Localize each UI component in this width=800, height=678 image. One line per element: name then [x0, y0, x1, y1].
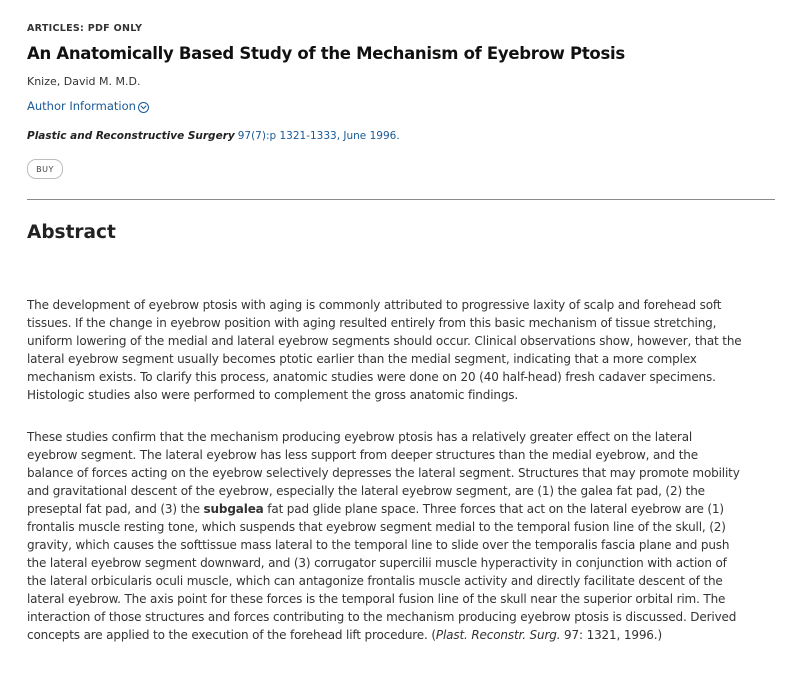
article-title: An Anatomically Based Study of the Mechanism of Eyebrow Ptosis	[27, 44, 625, 63]
abstract-heading: Abstract	[27, 222, 116, 243]
abstract-line: frontalis muscle resting tone, which suspends that eyebrow segment medial to the temporal fusion line of the skull, (2)	[27, 520, 726, 534]
divider	[27, 199, 775, 200]
abstract-line: These studies confirm that the mechanism producing eyebrow ptosis has a relatively greater effect on the lateral	[27, 430, 693, 444]
abstract-paragraph-1	[27, 296, 777, 404]
abstract-text: preseptal fat pad, and (3) the	[27, 502, 204, 516]
buy-button[interactable]: BUY	[27, 159, 63, 179]
abstract-text: fat pad glide plane space. Three forces that act on the lateral eyebrow are (1)	[263, 502, 724, 516]
abstract-line	[27, 500, 777, 518]
abstract-line: interaction of those structures and forces contributing to the mechanism producing eyebrow ptosis is discussed. Derived	[27, 610, 737, 624]
citation	[27, 130, 400, 142]
chevron-down-circle-icon	[138, 102, 149, 113]
abstract-line: tissues. If the change in eyebrow position with aging resulted entirely from this basic mechanism of tissue stretching,	[27, 316, 717, 330]
abstract-line: the lateral eyebrow segment downward, and (3) corrugator supercilii muscle hyperactivity in conjunction with action of	[27, 556, 727, 570]
author-list: Knize, David M. M.D.	[27, 75, 141, 88]
abstract-line: gravity, which causes the softtissue mass lateral to the temporal line to slide over the temporalis fascia plane and push	[27, 538, 730, 552]
abstract-line: The development of eyebrow ptosis with aging is commonly attributed to progressive laxity of scalp and forehead soft	[27, 298, 722, 312]
abstract-text: concepts are applied to the execution of the forehead lift procedure. (	[27, 628, 436, 642]
author-information-label: Author Information	[27, 99, 136, 113]
abstract-paragraph-2	[27, 428, 777, 644]
author-information-toggle[interactable]	[27, 99, 149, 113]
abstract-line: mechanism exists. To clarify this process, anatomic studies were done on 20 (40 half-head) fresh cadaver specimens.	[27, 370, 716, 384]
abstract-line: the lateral orbicularis oculi muscle, which can antagonize frontalis muscle activity and directly facilitate descent of the	[27, 574, 723, 588]
journal-name: Plastic and Reconstructive Surgery	[27, 130, 235, 142]
abstract-line: Histologic studies also were performed to complement the gross anatomic findings.	[27, 388, 519, 402]
abstract-line: and gravitational descent of the eyebrow, especially the lateral eyebrow segment, are (1) the galea fat pad, (2) the	[27, 484, 705, 498]
abstract-keyword: subgalea	[203, 502, 264, 516]
abstract-line	[27, 626, 777, 644]
abstract-line: eyebrow segment. The lateral eyebrow has less support from deeper structures than the medial eyebrow, and the	[27, 448, 698, 462]
article-type-label: ARTICLES: PDF ONLY	[27, 23, 143, 34]
citation-detail-link[interactable]: 97(7):p 1321-1333, June 1996.	[237, 130, 400, 142]
abstract-line: uniform lowering of the medial and lateral eyebrow segments should occur. Clinical observations show, however, that the	[27, 334, 742, 348]
abstract-line: lateral eyebrow. The axis point for these forces is the temporal fusion line of the skull near the superior orbital rim. The	[27, 592, 726, 606]
abstract-line: lateral eyebrow segment usually becomes ptotic earlier than the medial segment, indicating that a more complex	[27, 352, 697, 366]
journal-citation-italic: Plast. Reconstr. Surg.	[435, 628, 561, 642]
abstract-text: 97: 1321, 1996.)	[560, 628, 662, 642]
abstract-line: balance of forces acting on the eyebrow selectively depresses the lateral segment. Structures that may promote mobility	[27, 466, 740, 480]
